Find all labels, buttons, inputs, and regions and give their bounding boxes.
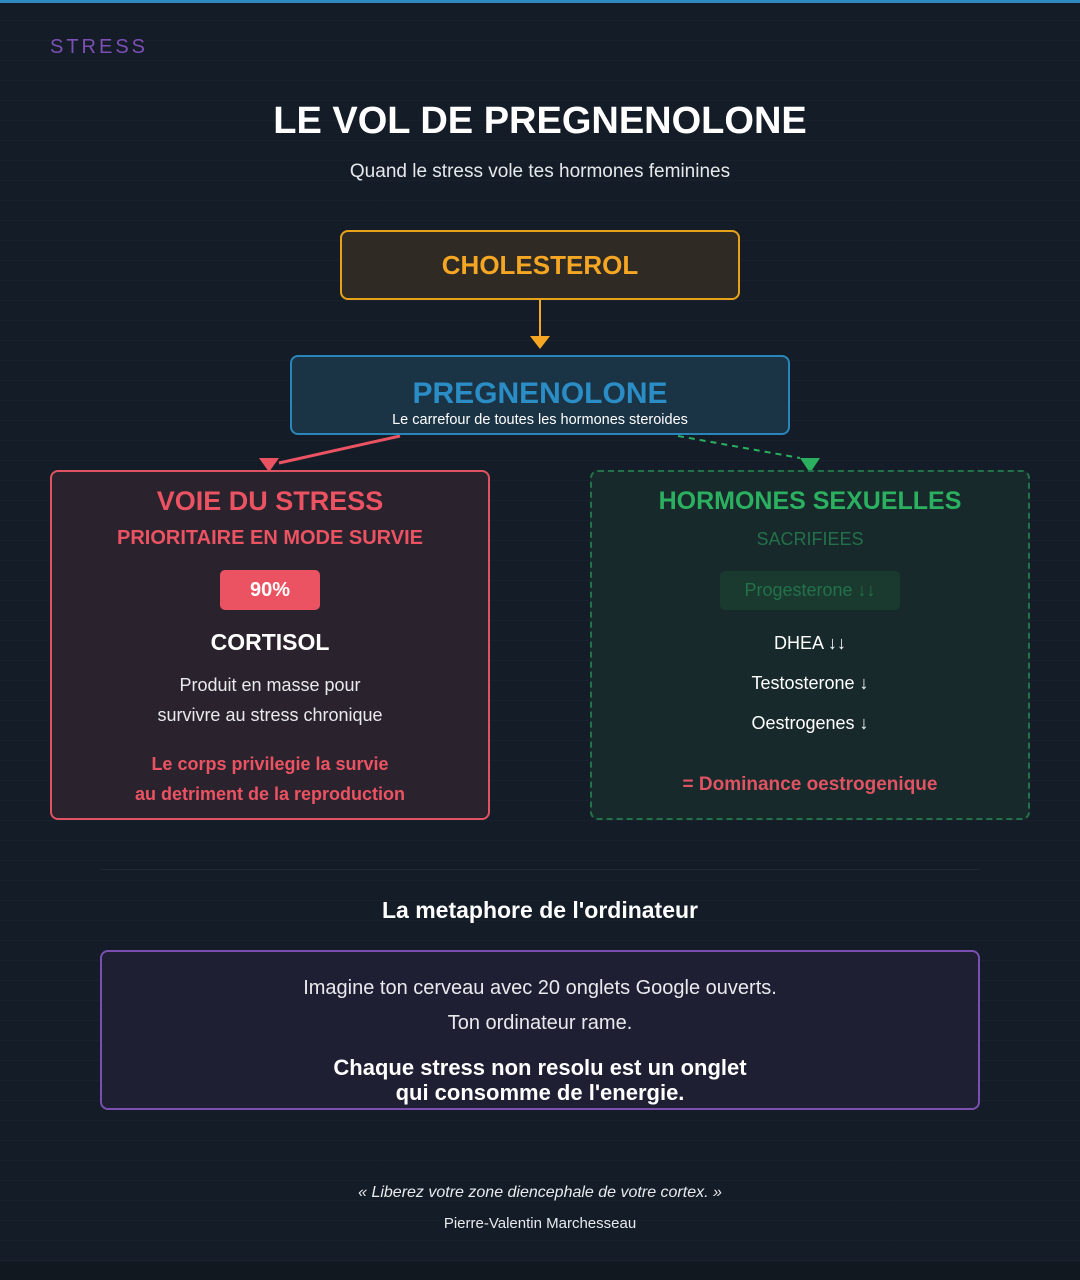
stress-path-title: VOIE DU STRESS bbox=[156, 486, 384, 516]
arrowhead-pregnenolone bbox=[530, 336, 550, 349]
testosterone-item: Testosterone ↓ bbox=[751, 673, 869, 693]
stress-path-card bbox=[50, 470, 490, 820]
metaphor-title: La metaphore de l'ordinateur bbox=[381, 897, 699, 923]
section-divider bbox=[100, 869, 980, 870]
dominance-result: = Dominance oestrogenique bbox=[682, 774, 938, 795]
oestrogenes-item: Oestrogenes ↓ bbox=[751, 713, 869, 733]
page-title: LE VOL DE PREGNENOLONE bbox=[273, 100, 807, 142]
metaphor-line1: Imagine ton cerveau avec 20 onglets Google ouverts. bbox=[303, 977, 777, 999]
quote-author: Pierre-Valentin Marchesseau bbox=[443, 1215, 637, 1232]
cholesterol-label: CHOLESTEROL bbox=[441, 249, 639, 280]
metaphor-emphasis-line1: Chaque stress non resolu est un onglet bbox=[333, 1055, 747, 1080]
pregnenolone-label: PREGNENOLONE bbox=[412, 377, 668, 410]
metaphor-line2: Ton ordinateur rame. bbox=[447, 1012, 633, 1034]
arrow-to-stress-path bbox=[279, 436, 400, 463]
page-subtitle: Quand le stress vole tes hormones feminines bbox=[349, 161, 731, 182]
pregnenolone-node bbox=[290, 355, 790, 435]
eyebrow-label: STRESS bbox=[50, 36, 149, 58]
percentage-badge: 90% bbox=[220, 570, 320, 610]
pregnenolone-caption: Le carrefour de toutes les hormones steroides bbox=[392, 412, 688, 428]
arrow-to-sex-hormones bbox=[678, 436, 800, 458]
stress-warning-line1: Le corps privilegie la survie bbox=[151, 754, 389, 774]
stress-warning bbox=[52, 749, 488, 809]
bottom-bar bbox=[0, 1262, 1080, 1280]
stress-path-subtitle: PRIORITAIRE EN MODE SURVIE bbox=[117, 527, 423, 549]
metaphor-card bbox=[100, 950, 980, 1110]
dhea-item: DHEA ↓↓ bbox=[773, 633, 847, 653]
stress-warning-line2: au detriment de la reproduction bbox=[134, 784, 406, 804]
metaphor-emphasis bbox=[102, 1055, 978, 1105]
cortisol-description bbox=[52, 670, 488, 730]
sex-hormones-card bbox=[590, 470, 1030, 820]
progesterone-chip: Progesterone ↓↓ bbox=[720, 571, 900, 610]
quote-text: « Liberez votre zone diencephale de votre cortex. » bbox=[358, 1184, 722, 1201]
cortisol-label: CORTISOL bbox=[210, 629, 330, 655]
metaphor-emphasis-line2: qui consomme de l'energie. bbox=[395, 1080, 685, 1105]
sex-hormones-title: HORMONES SEXUELLES bbox=[658, 487, 962, 515]
cortisol-description-line1: Produit en masse pour bbox=[179, 675, 361, 695]
cortisol-description-line2: survivre au stress chronique bbox=[157, 705, 383, 725]
sex-hormones-subtitle: SACRIFIEES bbox=[756, 529, 864, 549]
